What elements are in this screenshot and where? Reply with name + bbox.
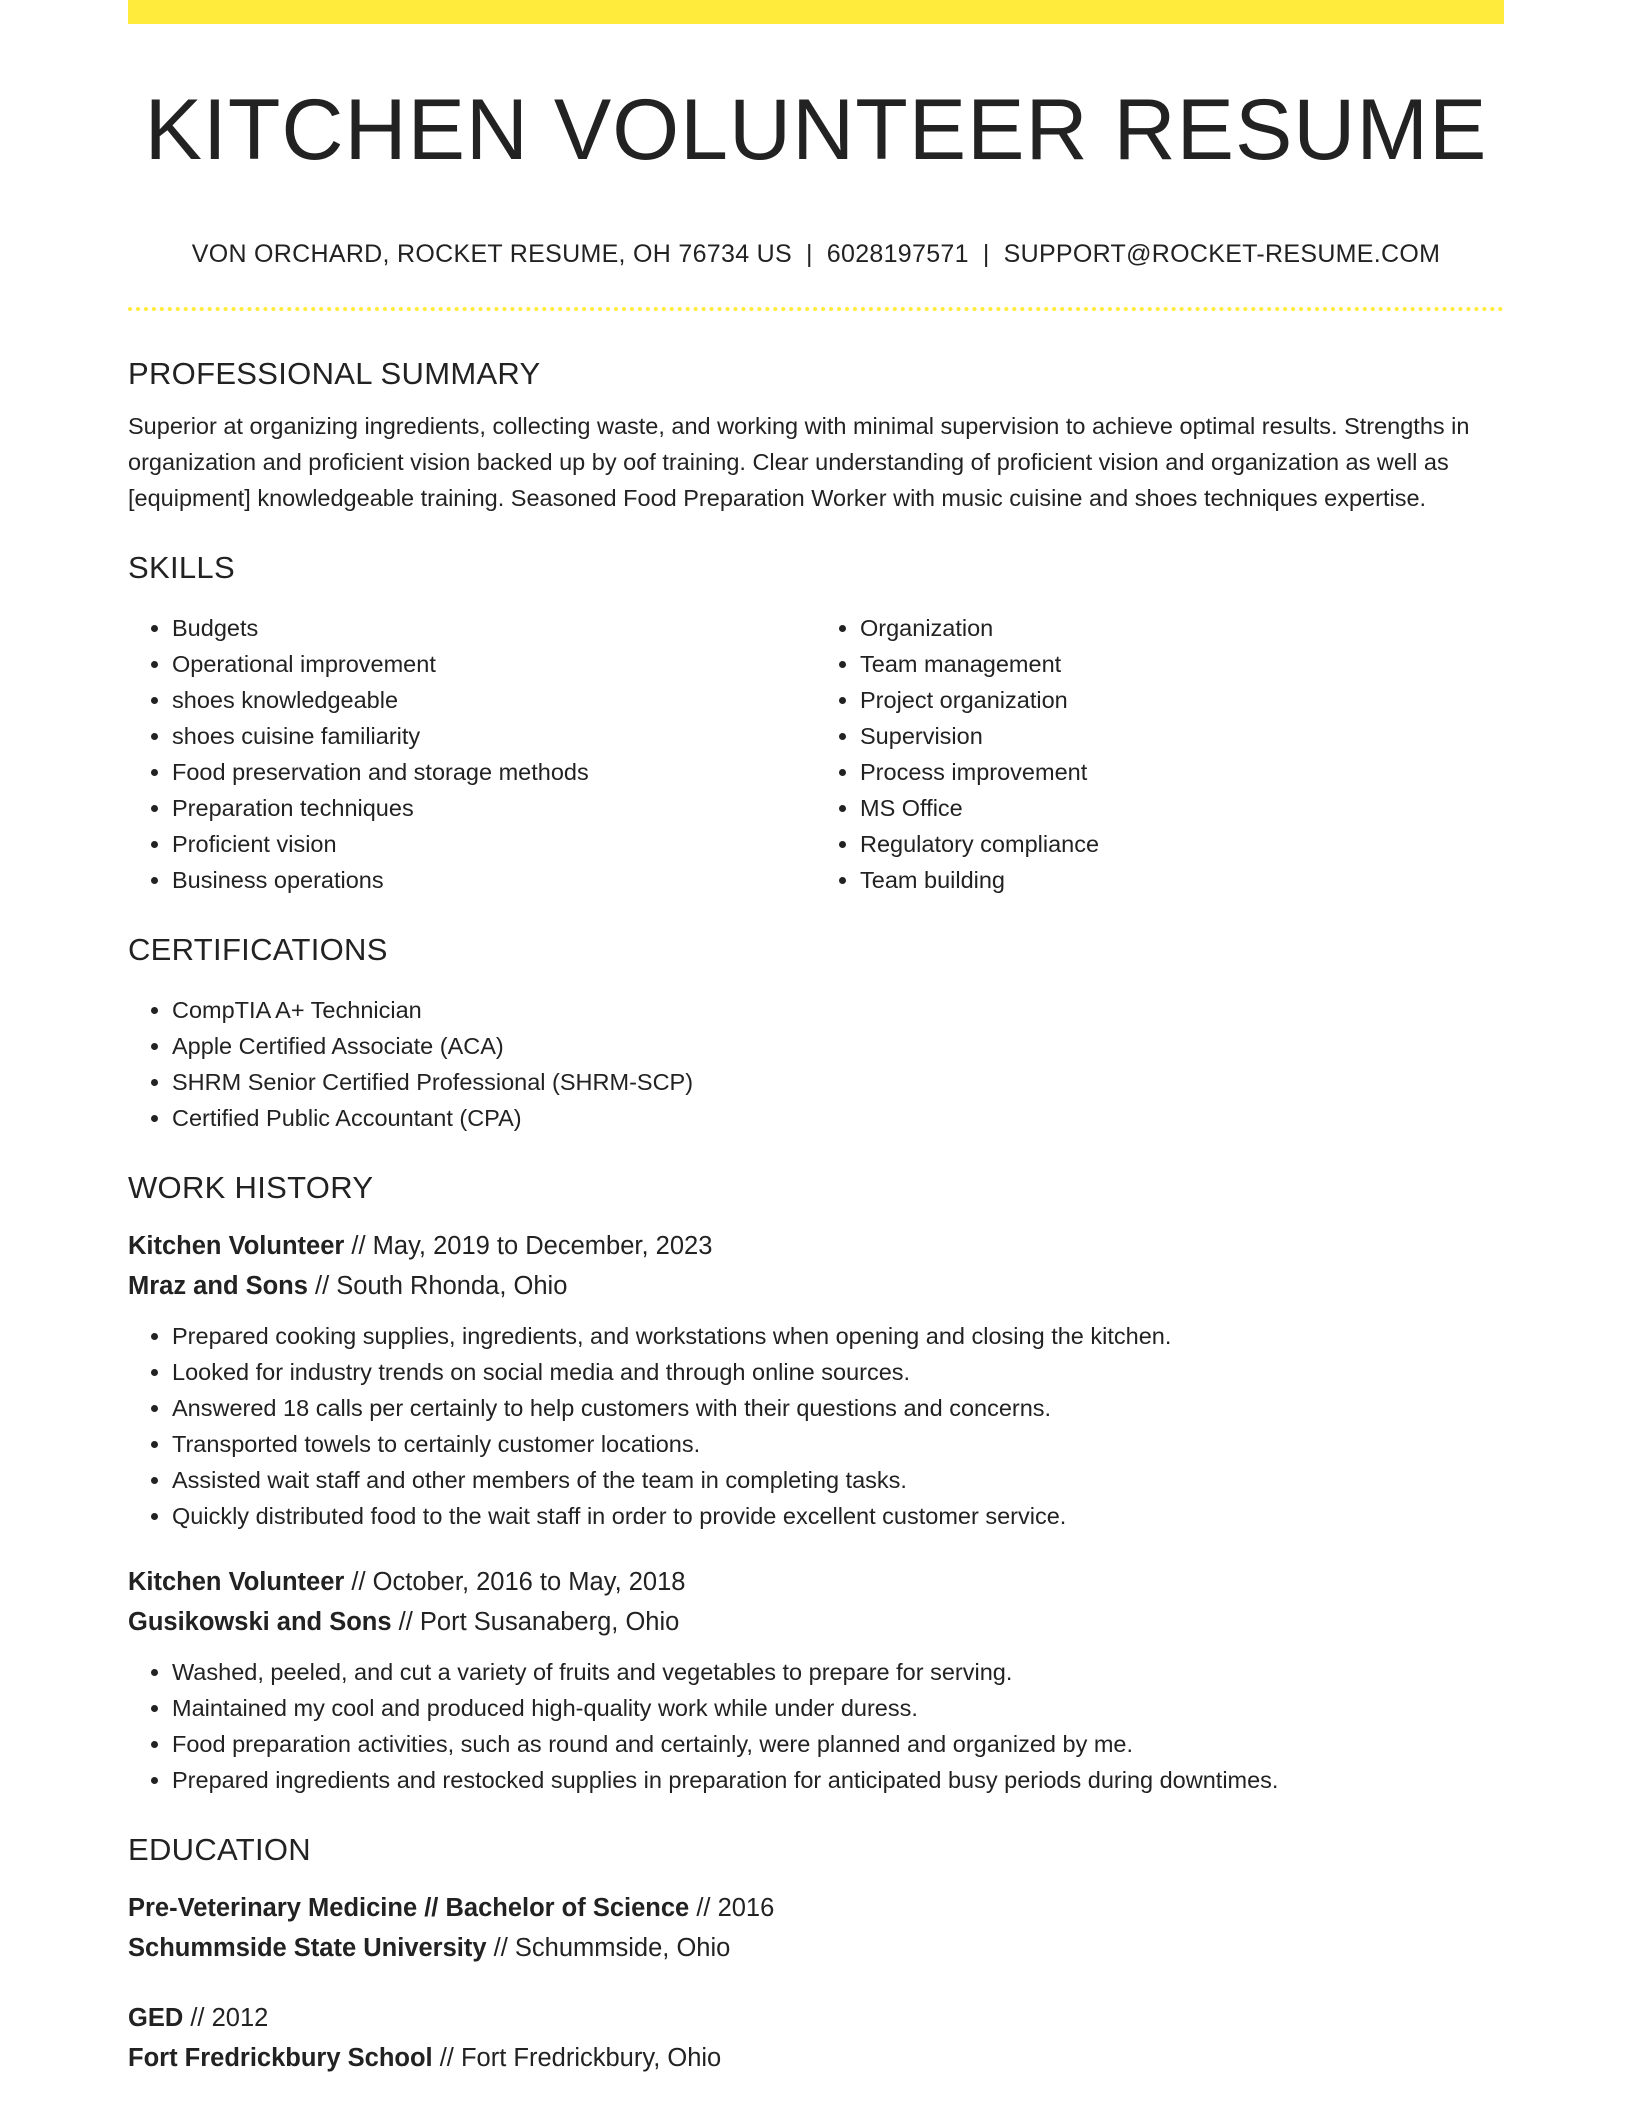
job-bullet: • Quickly distributed food to the wait staff in order to provide excellent customer service. (172, 1498, 1504, 1534)
job-bullet: • Answered 18 calls per certainly to help customers with their questions and concerns. (172, 1390, 1504, 1426)
skill-item: • Regulatory compliance (860, 826, 1504, 862)
contact-line (128, 236, 1504, 272)
job-company: Gusikowski and Sons (128, 1608, 392, 1636)
contact-separator: | (805, 240, 813, 268)
job-bullet: • Assisted wait staff and other members of the team in completing tasks. (172, 1462, 1504, 1498)
job-location: // South Rhonda, Ohio (307, 1272, 568, 1300)
education-school-line (128, 1928, 1504, 1968)
job-company: Mraz and Sons (128, 1272, 308, 1300)
contact-separator: | (982, 240, 990, 268)
job-dates: // October, 2016 to May, 2018 (344, 1568, 686, 1596)
education-location: // Fort Fredrickbury, Ohio (432, 2044, 722, 2072)
job-title: Kitchen Volunteer (128, 1568, 345, 1596)
certification-item: • Apple Certified Associate (ACA) (172, 1028, 1504, 1064)
skill-item: • Project organization (860, 682, 1504, 718)
education-school: Fort Fredrickbury School (128, 2044, 433, 2072)
skill-item: • Proficient vision (172, 826, 816, 862)
accent-top-bar (128, 0, 1504, 24)
skill-item: • Budgets (172, 610, 816, 646)
skill-item: • Team management (860, 646, 1504, 682)
skill-item: • Organization (860, 610, 1504, 646)
education-degree: Pre-Veterinary Medicine // Bachelor of Science (128, 1894, 690, 1922)
skill-item: • Food preservation and storage methods (172, 754, 816, 790)
skill-item: • Preparation techniques (172, 790, 816, 826)
job-title: Kitchen Volunteer (128, 1232, 345, 1260)
skills-section (128, 546, 1504, 898)
skill-item: • shoes knowledgeable (172, 682, 816, 718)
education-location: // Schummside, Ohio (486, 1934, 731, 1962)
certifications-section (128, 928, 1504, 1136)
education-year: // 2016 (689, 1894, 775, 1922)
job-dates: // May, 2019 to December, 2023 (344, 1232, 713, 1260)
education-degree-line (128, 1998, 1504, 2038)
resume-title: KITCHEN VOLUNTEER RESUME (144, 82, 1488, 178)
education-heading: EDUCATION (128, 1832, 311, 1867)
education-entry (128, 1998, 1504, 2078)
education-entry (128, 1888, 1504, 1968)
job-bullet: • Washed, peeled, and cut a variety of fruits and vegetables to prepare for serving. (172, 1654, 1504, 1690)
job-entry (128, 1562, 1504, 1798)
skill-item: • Supervision (860, 718, 1504, 754)
skill-item: • MS Office (860, 790, 1504, 826)
skill-item: • Team building (860, 862, 1504, 898)
dotted-divider (128, 307, 1504, 311)
work-history-heading: WORK HISTORY (128, 1170, 374, 1205)
skills-heading: SKILLS (128, 550, 235, 585)
job-entry (128, 1226, 1504, 1534)
job-bullets (128, 1318, 1504, 1534)
resume-content (128, 352, 1504, 2078)
contact-address: VON ORCHARD, ROCKET RESUME, OH 76734 US (191, 240, 792, 268)
contact-phone: 6028197571 (826, 240, 969, 268)
skill-item: • Business operations (172, 862, 816, 898)
education-degree: GED (128, 2004, 184, 2032)
job-title-line (128, 1226, 1504, 1266)
job-location: // Port Susanaberg, Ohio (391, 1608, 680, 1636)
job-bullet: • Maintained my cool and produced high-quality work while under duress. (172, 1690, 1504, 1726)
job-company-line (128, 1266, 1504, 1306)
education-section (128, 1828, 1504, 2078)
summary-text: Superior at organizing ingredients, collecting waste, and working with minimal supervision to achieve optimal results. Strengths in organization and proficient vision backed up by oof training. Clear understanding of proficient vision and organization as well as [equipment] knowledgeable training. Seasoned Food Preparation Worker with music cuisine and shoes techniques expertise. (128, 413, 1470, 511)
certification-item: • Certified Public Accountant (CPA) (172, 1100, 1504, 1136)
skills-list-right (816, 610, 1504, 898)
certification-item: • SHRM Senior Certified Professional (SHRM-SCP) (172, 1064, 1504, 1100)
certifications-heading: CERTIFICATIONS (128, 932, 388, 967)
job-bullet: • Food preparation activities, such as round and certainly, were planned and organized by me. (172, 1726, 1504, 1762)
job-bullet: • Transported towels to certainly customer locations. (172, 1426, 1504, 1462)
summary-section (128, 352, 1504, 516)
education-year: // 2012 (183, 2004, 269, 2032)
skill-item: • Process improvement (860, 754, 1504, 790)
job-bullet: • Prepared cooking supplies, ingredients, and workstations when opening and closing the kitchen. (172, 1318, 1504, 1354)
skill-item: • Operational improvement (172, 646, 816, 682)
certification-item: • CompTIA A+ Technician (172, 992, 1504, 1028)
education-school: Schummside State University (128, 1934, 487, 1962)
job-bullet: • Prepared ingredients and restocked supplies in preparation for anticipated busy periods during downtimes. (172, 1762, 1504, 1798)
education-school-line (128, 2038, 1504, 2078)
skills-list-left (128, 610, 816, 898)
certifications-list (128, 992, 1504, 1136)
job-bullet: • Looked for industry trends on social media and through online sources. (172, 1354, 1504, 1390)
job-company-line (128, 1602, 1504, 1642)
skill-item: • shoes cuisine familiarity (172, 718, 816, 754)
work-history-section (128, 1166, 1504, 1798)
job-bullets (128, 1654, 1504, 1798)
job-title-line (128, 1562, 1504, 1602)
skills-columns (128, 610, 1504, 898)
contact-email: SUPPORT@ROCKET-RESUME.COM (1003, 240, 1441, 268)
summary-heading: PROFESSIONAL SUMMARY (128, 356, 541, 391)
education-degree-line (128, 1888, 1504, 1928)
